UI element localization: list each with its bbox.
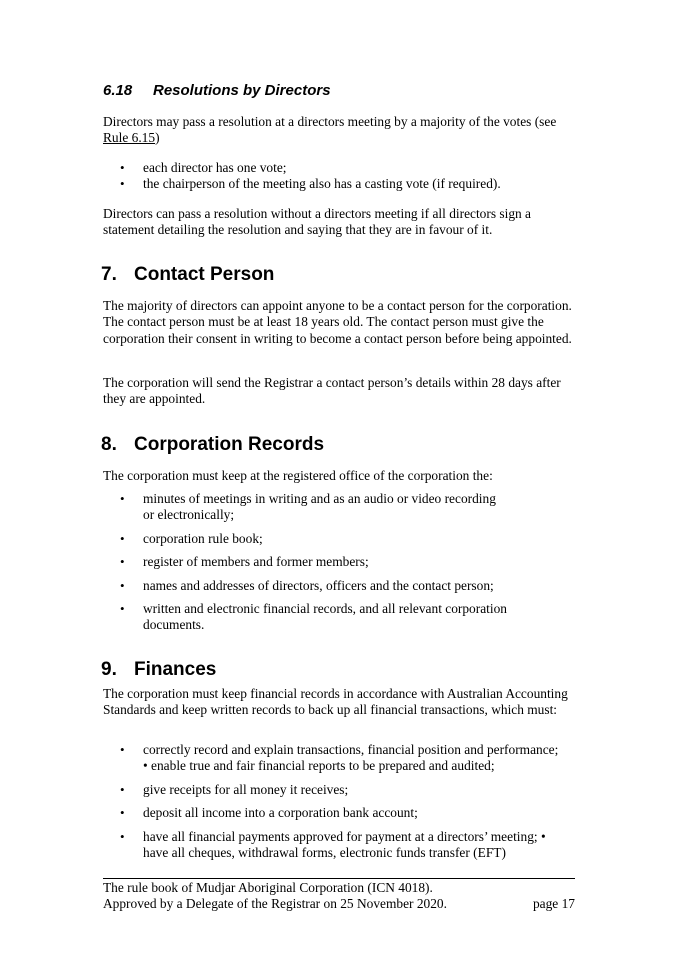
bullet-icon: • (120, 530, 125, 546)
bullet-icon: • (120, 805, 125, 821)
list-item-line: corporation rule book; (143, 530, 263, 546)
section-7-para1: The majority of directors can appoint anyone to be a contact person for the corporation. The contact person must be at least 18 years old. The contact person must give the corporation their consent in writing to become a contact person before being appointed. (103, 298, 572, 346)
list-item-text: each director has one vote; (143, 160, 287, 175)
section-6-18-bullets (103, 160, 573, 193)
list-item (103, 805, 573, 821)
section-number: 7. (101, 264, 117, 285)
section-number: 8. (101, 434, 117, 455)
section-9-heading (101, 658, 216, 682)
bullet-icon: • (120, 601, 125, 617)
section-8-bullets (103, 491, 573, 641)
rule-6-15-link[interactable]: Rule 6.15 (103, 130, 156, 146)
list-item-line: or electronically; (143, 507, 235, 523)
bullet-icon: • (120, 781, 125, 797)
list-item-line: register of members and former members; (143, 554, 369, 570)
section-title: Contact Person (134, 264, 275, 285)
section-6-18-heading (103, 81, 331, 101)
bullet-icon: • (120, 742, 125, 757)
list-item-line: minutes of meetings in writing and as an audio or video recording (143, 491, 496, 506)
section-number: 9. (101, 659, 117, 680)
section-7-heading (101, 263, 274, 287)
bullet-icon: • (120, 577, 125, 593)
section-6-18-closing: Directors can pass a resolution without a directors meeting if all directors sign a statement detailing the resolution and saying that they are in favour of it. (103, 206, 532, 238)
page-number: page 17 (532, 896, 575, 911)
list-item-line: correctly record and explain transactions, financial position and performance; (143, 742, 559, 757)
section-7-para2: The corporation will send the Registrar a contact person’s details within 28 days after they are appointed. (103, 375, 561, 407)
section-9-bullets (103, 742, 573, 868)
list-item (103, 601, 573, 634)
section-number: 6.18 (103, 82, 133, 99)
list-item-line: written and electronic financial records, and all relevant corporation (143, 601, 507, 617)
list-item-line: have all financial payments approved for payment at a directors’ meeting; • (143, 828, 546, 844)
footer-line-2: Approved by a Delegate of the Registrar on 25 November 2020. (103, 896, 447, 911)
list-item-line: give receipts for all money it receives; (143, 781, 349, 797)
bullet-icon: • (120, 160, 125, 175)
section-8-heading (101, 433, 324, 457)
footer-line-1: The rule book of Mudjar Aboriginal Corporation (ICN 4018). (103, 880, 433, 895)
list-item (103, 829, 573, 862)
footer-line-2-row (103, 896, 575, 912)
bullet-icon: • (120, 176, 125, 192)
section-title: Finances (134, 659, 217, 680)
list-item (103, 578, 573, 594)
bullet-icon: • (120, 554, 125, 570)
list-item-line: documents. (143, 617, 205, 633)
intro-close: ) (155, 130, 160, 146)
list-item-line: have all cheques, withdrawal forms, electronic funds transfer (EFT) (143, 845, 506, 861)
list-item (103, 160, 573, 176)
section-title: Resolutions by Directors (153, 82, 331, 99)
section-6-18-intro (103, 114, 583, 147)
section-title: Corporation Records (134, 434, 325, 455)
intro-text: Directors may pass a resolution at a directors meeting by a majority of the votes (see (103, 114, 557, 129)
bullet-icon: • (120, 828, 125, 844)
list-item (103, 176, 573, 192)
bullet-icon: • (120, 491, 125, 506)
section-9-intro: The corporation must keep financial records in accordance with Australian Accounting Standards and keep written records to back up all financial transactions, which must: (103, 686, 568, 718)
list-item-line: names and addresses of directors, officers and the contact person; (143, 577, 494, 593)
list-item (103, 742, 573, 775)
list-item (103, 782, 573, 798)
list-item-text: the chairperson of the meeting also has a casting vote (if required). (143, 176, 501, 192)
list-item (103, 491, 573, 524)
footer-divider (103, 878, 575, 879)
list-item (103, 531, 573, 547)
list-item (103, 554, 573, 570)
list-item-line: • enable true and fair financial reports to be prepared and audited; (143, 758, 495, 774)
list-item-line: deposit all income into a corporation bank account; (143, 805, 418, 821)
section-8-intro: The corporation must keep at the registered office of the corporation the: (103, 468, 493, 483)
